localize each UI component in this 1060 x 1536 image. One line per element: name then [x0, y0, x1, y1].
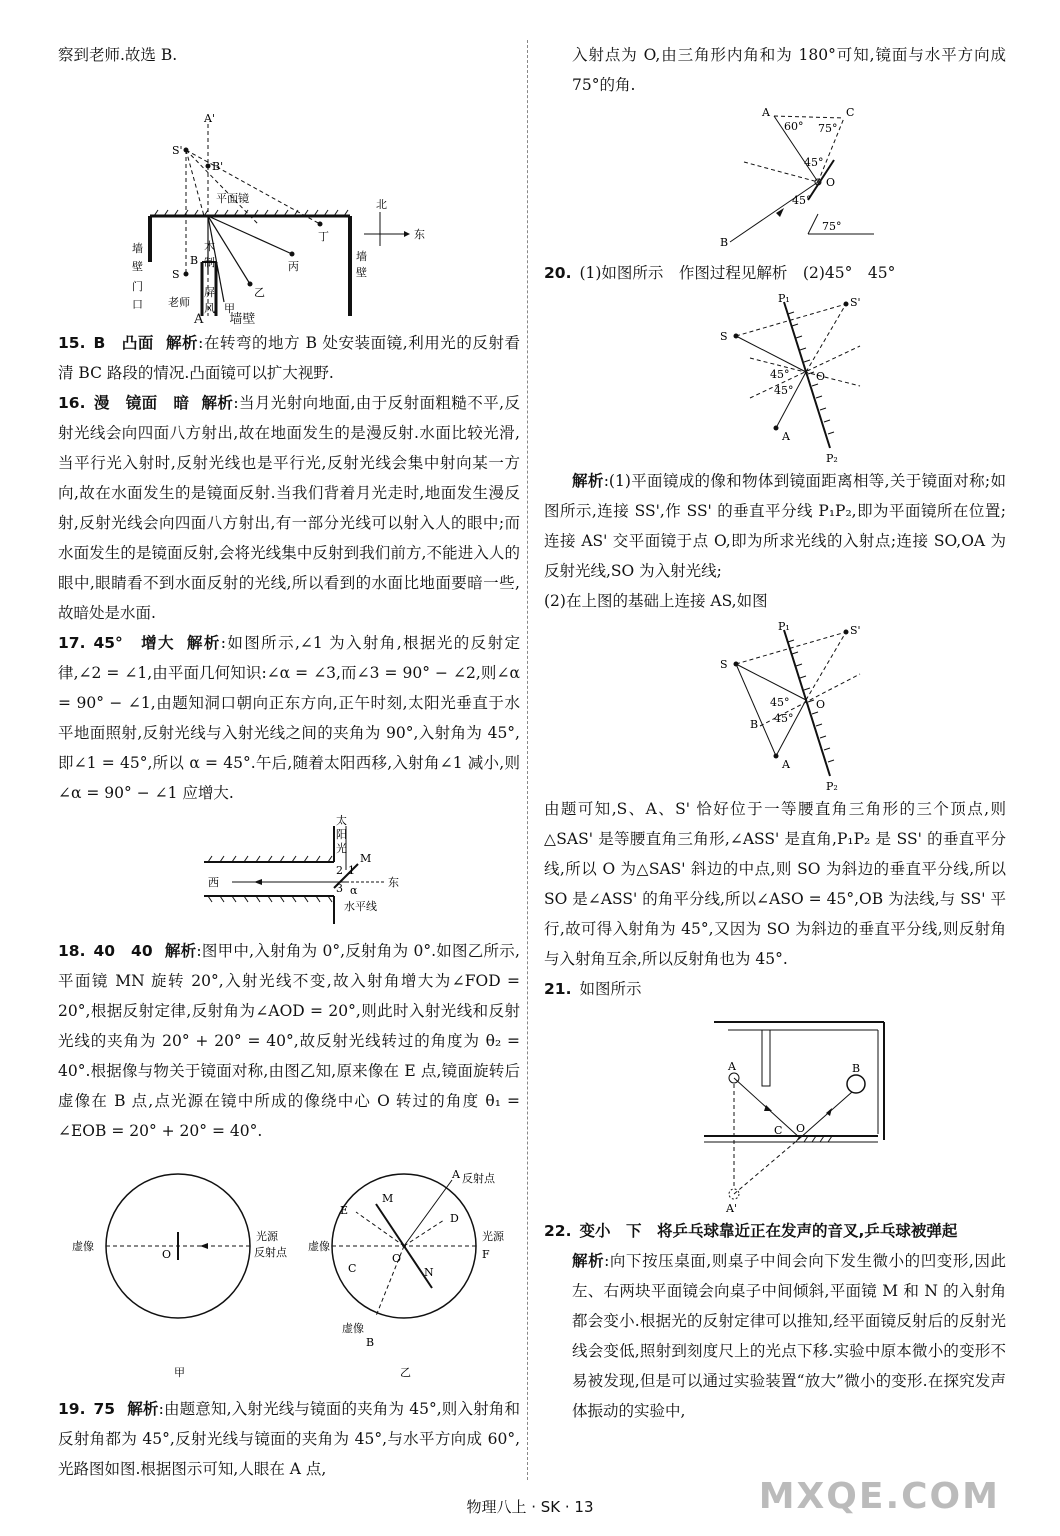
q16-answer: 漫 镜面 暗 — [93, 394, 190, 412]
q22-analysis — [544, 1246, 1006, 1426]
label-b-b20: B — [750, 718, 759, 731]
q18-number: 18. — [58, 942, 86, 960]
label-o-19: O — [826, 176, 836, 189]
label-s: S — [172, 268, 180, 281]
label-fig-yi: 乙 — [400, 1366, 411, 1379]
cave-mirror-diagram — [58, 812, 520, 932]
q18-answer: 40 40 — [93, 942, 153, 960]
label-45-a1: 45° — [770, 368, 790, 381]
intro-line: 察到老师.故选 B. — [58, 46, 178, 64]
label-virtual-image-a: 虚像 — [72, 1240, 94, 1253]
label-c: C — [348, 1262, 357, 1275]
figure-14-room-mirror — [58, 74, 520, 316]
q16-number: 16. — [58, 394, 86, 412]
label-b-prime: B' — [212, 160, 224, 173]
q17-answer: 45° 增大 — [93, 634, 175, 652]
label-sun-1: 太 — [336, 814, 347, 827]
figure-20a — [544, 292, 1006, 462]
label-wall-bottom: 墙壁 — [229, 312, 256, 327]
q20-analysis-text: :(1)平面镜成的像和物体到镜面距离相等,关于镜面对称;如图所示,连接 SS',作 SS' 的垂直平分线 P₁P₂,即为平面镜所在位置;连接 AS' 交平面镜于点 O,即为所求光线的入射点;连接 SO,OA 为反射光线,SO 为入射光线; — [544, 472, 1006, 580]
label-o-a20: O — [816, 370, 826, 383]
mirror-position-diagram-b — [544, 620, 1006, 790]
figure-17-cave-mirror — [58, 812, 520, 932]
figure-19-light-path — [544, 104, 1006, 254]
label-angle-1: 1 — [348, 864, 355, 877]
label-o-b: O — [392, 1252, 402, 1265]
label-wall-2: 壁 — [132, 260, 143, 273]
q21-text: 如图所示 — [579, 980, 642, 998]
label-wall-right-2: 壁 — [356, 266, 367, 279]
q21-number: 21. — [544, 980, 572, 998]
label-o-a: O — [162, 1248, 172, 1261]
q20-answer: (1)如图所示 作图过程见解析 (2)45° 45° — [579, 264, 896, 282]
room-mirror-diagram — [58, 74, 520, 316]
label-c-21: C — [774, 1124, 783, 1137]
q15-label: 解析 — [165, 334, 199, 352]
label-horizontal: 水平线 — [344, 900, 377, 913]
label-wall-right-1: 墙 — [356, 250, 367, 263]
label-m: M — [360, 852, 372, 865]
q17-number: 17. — [58, 634, 86, 652]
label-east: 东 — [414, 228, 425, 241]
q19-text: :由题意知,入射光线与镜面的夹角为 45°,则入射角和反射角都为 45°,反射光线与镜面的夹角为 45°,与水平方向成 60°,光路图如图.根据图示可知,人眼在 A 点, — [58, 1400, 520, 1478]
q15-answer: B 凸面 — [93, 334, 154, 352]
label-door-1: 门 — [132, 280, 143, 293]
question-22 — [544, 1216, 1006, 1246]
label-s-prime-b: S' — [850, 624, 861, 637]
label-45-a2: 45° — [774, 384, 794, 397]
label-north: 北 — [376, 198, 387, 211]
label-a-b20: A — [782, 758, 790, 771]
label-75-bottom: 75° — [822, 220, 842, 233]
label-sun-3: 光 — [336, 842, 347, 855]
label-ding: 丁 — [318, 230, 329, 243]
label-b-21: B — [852, 1062, 861, 1075]
label-a-19: A — [762, 106, 770, 119]
q20-analysis-1 — [544, 466, 1006, 586]
label-n: N — [424, 1266, 434, 1279]
label-b-18: B — [366, 1336, 375, 1349]
q16-text: :当月光射向地面,由于反射面粗糙不平,反射光线会向四面八方射出,故在地面发生的是漫反射.水面比较光滑,当平行光入射时,反射光线也是平行光,反射光线会集中射向某一方向,故在水面发生的是镜面反射.当我们背着月光走时,地面发生漫反射,反射光线会向四面八方射出,有一部分光线可以射入人的眼中;而水面发生的是镜面反射,会将光线集中反射到我们前方,不能进入人的眼中,眼睛看不到水面反射的光线,所以看到的水面比地面要暗一些,故暗处是水面. — [58, 394, 520, 622]
q16-label: 解析 — [201, 394, 234, 412]
q20-number: 20. — [544, 264, 572, 282]
label-s-prime: S' — [172, 144, 183, 157]
label-west: 西 — [208, 876, 219, 889]
label-75-top: 75° — [818, 122, 838, 135]
page-footer: 物理八上 · SK · 13 — [466, 1498, 594, 1516]
label-m-18: M — [382, 1192, 394, 1205]
watermark-logo: MXQE.COM — [758, 1476, 1000, 1517]
right-column — [544, 40, 1006, 1426]
q18-label: 解析 — [164, 942, 197, 960]
question-18 — [58, 936, 520, 1146]
label-a-21: A — [728, 1060, 736, 1073]
label-screen-1: 木 — [204, 240, 215, 253]
label-yi: 乙 — [254, 286, 265, 299]
label-a-prime-21: A' — [726, 1202, 737, 1212]
label-f: F — [482, 1248, 490, 1261]
label-alpha: α — [350, 884, 358, 897]
label-s-prime-a: S' — [850, 296, 861, 309]
q20-analysis-3: 由题可知,S、A、S' 恰好位于一等腰直角三角形的三个顶点,则△SAS' 是等腰直角三角形,∠ASS' 是直角,P₁P₂ 是 SS' 的垂直平分线,所以 O 为△SAS' 斜边的中点,则 SO 为斜边的垂直平分线,所以 SO 是∠ASS' 的角平分线,所以∠ASO = 45°,OB 为法线,与 SS' 平行,故可得入射角为 45°,又因为 SO 为斜边的垂直平分线,则反射角与入射角互余,所以反射角也为 45°. — [544, 800, 1006, 968]
label-o-21: O — [796, 1122, 806, 1135]
q20-label: 解析 — [572, 472, 604, 490]
label-45-bottom: 45° — [792, 194, 812, 207]
q20-analysis-2: (2)在上图的基础上连接 AS,如图 — [544, 592, 768, 610]
label-reflect-a: 反射点 — [254, 1246, 287, 1259]
label-p1-b: P₁ — [778, 620, 790, 633]
label-o-b20: O — [816, 698, 826, 711]
label-angle-3: 3 — [336, 882, 343, 895]
question-20 — [544, 258, 1006, 288]
question-19 — [58, 1394, 520, 1484]
q15-text: :在转弯的地方 B 处安装面镜,利用光的反射看清 BC 路段的情况.凸面镜可以扩大视野. — [58, 334, 520, 382]
column-divider — [527, 40, 528, 1480]
label-fig-jia: 甲 — [174, 1366, 185, 1379]
figure-20b — [544, 620, 1006, 790]
q17-text: :如图所示,∠1 为入射角,根据光的反射定律,∠2 = ∠1,由平面几何知识:∠α = ∠3,而∠3 = 90° − ∠2,则∠α = 90° − ∠1,由题知洞口朝向正东方向,正午时刻,太阳光垂直于水平地面照射,反射光线与入射光线之间的夹角为 90°,入射角为 45°,即∠1 = 45°,所以 α = 45°.午后,随着太阳西移,入射角∠1 减小,则∠α = 90° − ∠1 应增大. — [58, 634, 520, 802]
q18-text: :图甲中,入射角为 0°,反射角为 0°.如图乙所示,平面镜 MN 旋转 20°,入射光线不变,故入射角增大为∠FOD = 20°,根据反射定律,反射角为∠AOD = 20°,则此时入射光线和反射光线的夹角为 20° + 20° = 40°,故反射光线转过的角度为 θ₂ = 40°.根据像与物关于镜面对称,由图乙知,原来像在 E 点,镜面旋转后虚像在 B 点,点光源在镜中所成的像绕中心 O 转过的角度 θ₁ = ∠EOB = 20° + 20° = 40°. — [58, 942, 520, 1140]
label-a-a20: A — [782, 430, 790, 443]
label-a-prime: A' — [204, 112, 215, 125]
label-screen-4: 风 — [204, 302, 215, 315]
label-a: A — [194, 312, 204, 327]
label-reflect-b: 反射点 — [462, 1172, 495, 1185]
figure-21 — [544, 1008, 1006, 1212]
label-p2-a: P₂ — [826, 452, 838, 462]
light-path-75-diagram — [544, 104, 1006, 254]
q19-continued: 入射点为 O,由三角形内角和为 180°可知,镜面与水平方向成 75°的角. — [572, 46, 1006, 94]
left-column — [58, 40, 520, 1484]
label-b-19: B — [720, 236, 729, 249]
rotating-mirror-diagram — [58, 1150, 520, 1390]
q17-label: 解析 — [186, 634, 221, 652]
label-source-a: 光源 — [256, 1230, 278, 1243]
label-virtual-image-b: 虚像 — [308, 1240, 330, 1253]
question-15 — [58, 328, 520, 388]
label-e: E — [340, 1204, 349, 1217]
label-screen-3: 屏 — [204, 286, 215, 299]
label-b: B — [190, 254, 199, 267]
label-door-2: 口 — [132, 298, 143, 311]
ball-mirror-diagram — [544, 1008, 1006, 1212]
question-17 — [58, 628, 520, 808]
q22-label: 解析 — [572, 1252, 605, 1270]
q22-number: 22. — [544, 1222, 572, 1240]
label-p1-a: P₁ — [778, 292, 790, 305]
label-p2-b: P₂ — [826, 780, 838, 790]
label-sun-2: 阳 — [336, 828, 347, 841]
q22-text: :向下按压桌面,则桌子中间会向下发生微小的凹变形,因此左、右两块平面镜会向桌子中间倾斜,平面镜 M 和 N 的入射角都会变小.根据光的反射定律可以推知,经平面镜反射后的反射光线会变低,照射到刻度尺上的光点下移.实验中原本微小的变形不易被发现,但是可以通过实验装置“放大”微小的变形.在探究发声体振动的实验中, — [572, 1252, 1006, 1420]
label-angle-2: 2 — [336, 864, 343, 877]
label-s-a: S — [720, 330, 728, 343]
label-45-b1: 45° — [770, 696, 790, 709]
label-s-b: S — [720, 658, 728, 671]
label-plane-mirror: 平面镜 — [216, 192, 249, 205]
q19-answer: 75 — [93, 1400, 116, 1418]
q15-number: 15. — [58, 334, 86, 352]
q19-number: 19. — [58, 1400, 86, 1418]
question-21 — [544, 974, 1006, 1004]
q22-answer: 变小 下 将乒乓球靠近正在发声的音叉,乒乓球被弹起 — [579, 1222, 958, 1240]
label-wall-1: 墙 — [132, 242, 143, 255]
label-a-18: A — [452, 1168, 460, 1181]
label-60: 60° — [784, 120, 804, 133]
label-teacher: 老师 — [168, 296, 190, 309]
label-jia: 甲 — [224, 302, 235, 315]
mirror-position-diagram-a — [544, 292, 1006, 462]
question-16 — [58, 388, 520, 628]
label-d: D — [450, 1212, 459, 1225]
label-45-top: 45° — [804, 156, 824, 169]
label-east-17: 东 — [388, 876, 399, 889]
label-screen-2: 制 — [204, 256, 215, 269]
label-bing: 丙 — [288, 260, 299, 273]
label-virtual-image-c: 虚像 — [342, 1322, 364, 1335]
q19-label: 解析 — [127, 1400, 159, 1418]
label-45-b2: 45° — [774, 712, 794, 725]
label-source-b: 光源 — [482, 1230, 504, 1243]
figure-18-circles — [58, 1150, 520, 1390]
label-c-19: C — [846, 106, 855, 119]
